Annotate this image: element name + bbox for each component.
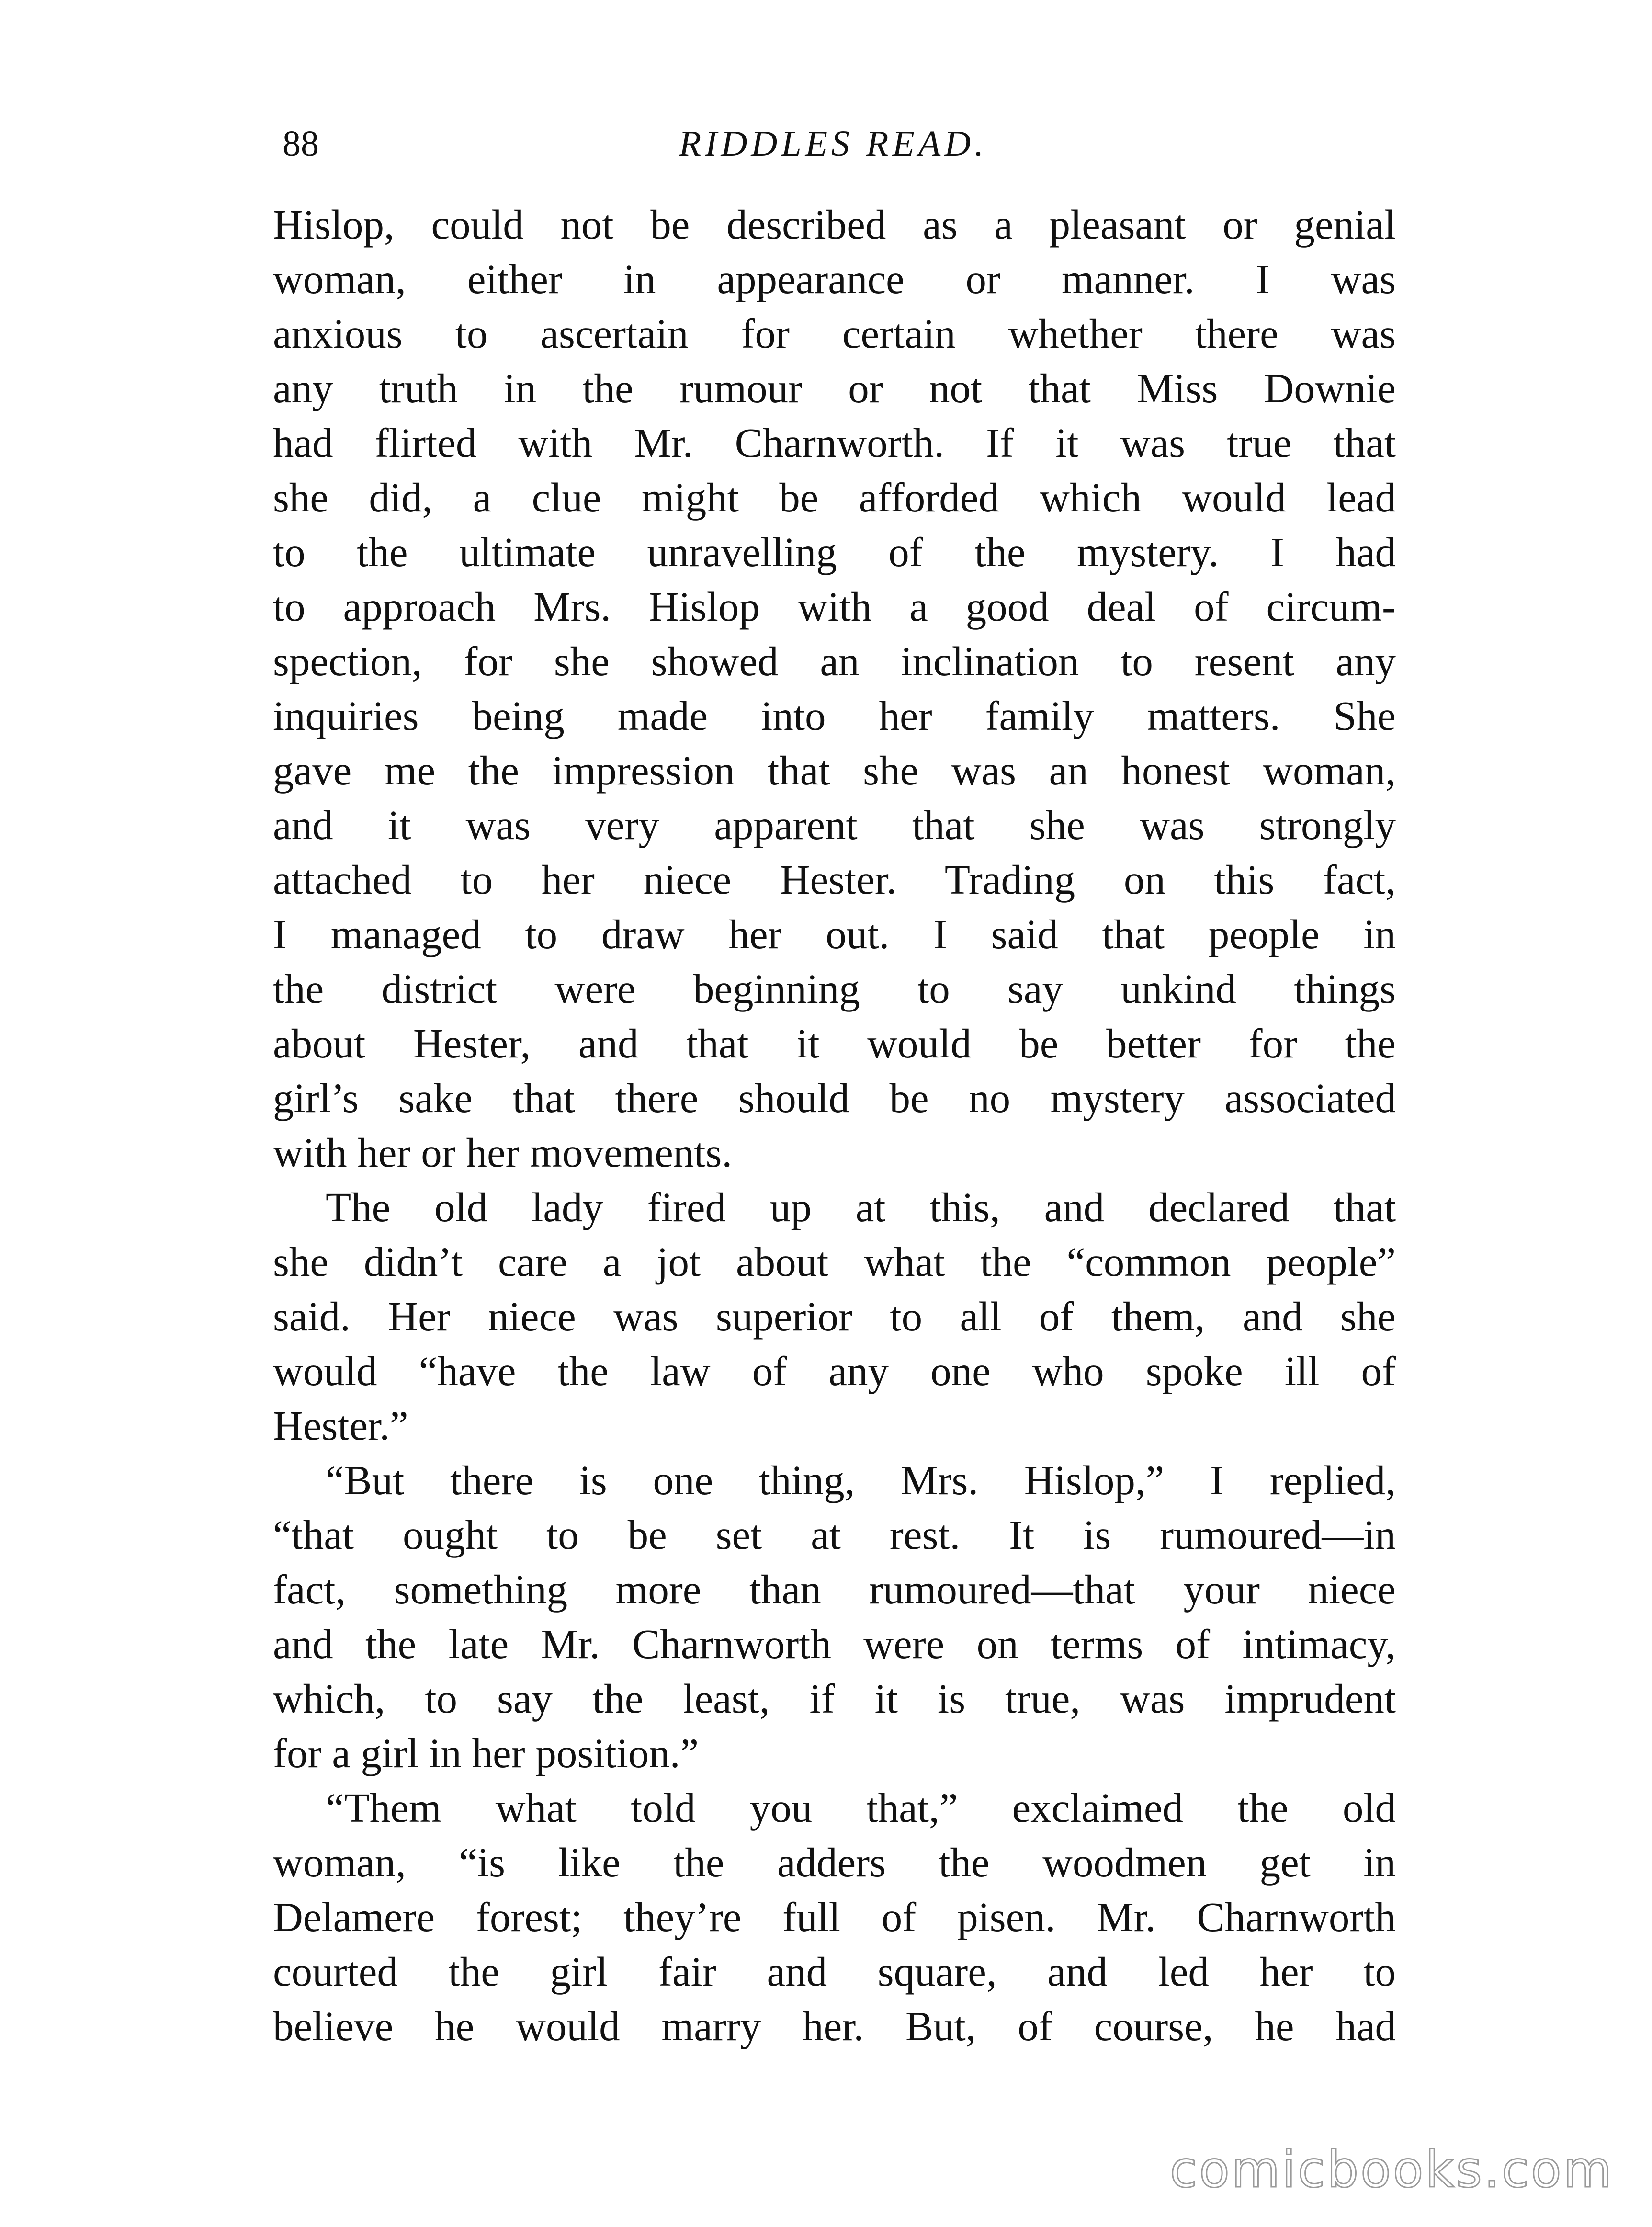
text-line: for a girl in her position.”: [273, 1730, 699, 1776]
text-line: to approach Mrs. Hislop with a good deal of circum-: [273, 583, 1396, 630]
text-line: Hislop, could not be described as a pleasant or genial: [273, 201, 1396, 248]
text-line: inquiries being made into her family matters. She: [273, 693, 1396, 739]
text-line: and the late Mr. Charnworth were on terms of intimacy,: [273, 1621, 1396, 1667]
text-line: The old lady fired up at this, and declared that: [326, 1184, 1396, 1230]
text-line: any truth in the rumour or not that Miss Downie: [273, 365, 1396, 411]
text-line: believe he would marry her. But, of course, he had: [273, 2003, 1396, 2049]
text-line: Hester.”: [273, 1402, 408, 1449]
page-header: [273, 120, 1393, 177]
text-line: woman, either in appearance or manner. I was: [273, 256, 1396, 302]
text-line: “that ought to be set at rest. It is rumoured—in: [273, 1511, 1396, 1558]
text-line: I managed to draw her out. I said that people in: [273, 911, 1396, 957]
text-line: had flirted with Mr. Charnworth. If it was true that: [273, 420, 1396, 466]
body-text: [273, 197, 1396, 2054]
text-line: fact, something more than rumoured—that your niece: [273, 1566, 1396, 1613]
watermark: comicbooks.com: [1169, 2140, 1614, 2199]
text-line: the district were beginning to say unkind things: [273, 966, 1396, 1012]
text-line: Delamere forest; they’re full of pisen. Mr. Charnworth: [273, 1894, 1396, 1940]
text-line: would “have the law of any one who spoke ill of: [273, 1348, 1396, 1394]
text-line: girl’s sake that there should be no mystery associated: [273, 1075, 1396, 1121]
text-line: which, to say the least, if it is true, was imprudent: [273, 1675, 1396, 1722]
text-line: she didn’t care a jot about what the “common people”: [273, 1238, 1396, 1285]
page-number: 88: [283, 124, 319, 164]
text-line: woman, “is like the adders the woodmen get in: [273, 1839, 1396, 1886]
text-line: spection, for she showed an inclination to resent any: [273, 638, 1396, 684]
text-line: and it was very apparent that she was strongly: [273, 802, 1396, 848]
text-line: to the ultimate unravelling of the mystery. I had: [273, 529, 1396, 575]
running-title: RIDDLES READ.: [679, 124, 988, 164]
text-line: said. Her niece was superior to all of them, and she: [273, 1293, 1396, 1340]
text-line: about Hester, and that it would be better for the: [273, 1020, 1396, 1067]
text-line: she did, a clue might be afforded which would lead: [273, 474, 1396, 521]
text-line: attached to her niece Hester. Trading on this fact,: [273, 856, 1396, 903]
text-line: gave me the impression that she was an honest woman,: [273, 747, 1396, 794]
text-line: “Them what told you that,” exclaimed the old: [326, 1784, 1396, 1831]
text-line: courted the girl fair and square, and led her to: [273, 1948, 1396, 1995]
text-line: with her or her movements.: [273, 1129, 733, 1176]
text-line: “But there is one thing, Mrs. Hislop,” I replied,: [326, 1457, 1396, 1503]
text-line: anxious to ascertain for certain whether there was: [273, 310, 1396, 357]
